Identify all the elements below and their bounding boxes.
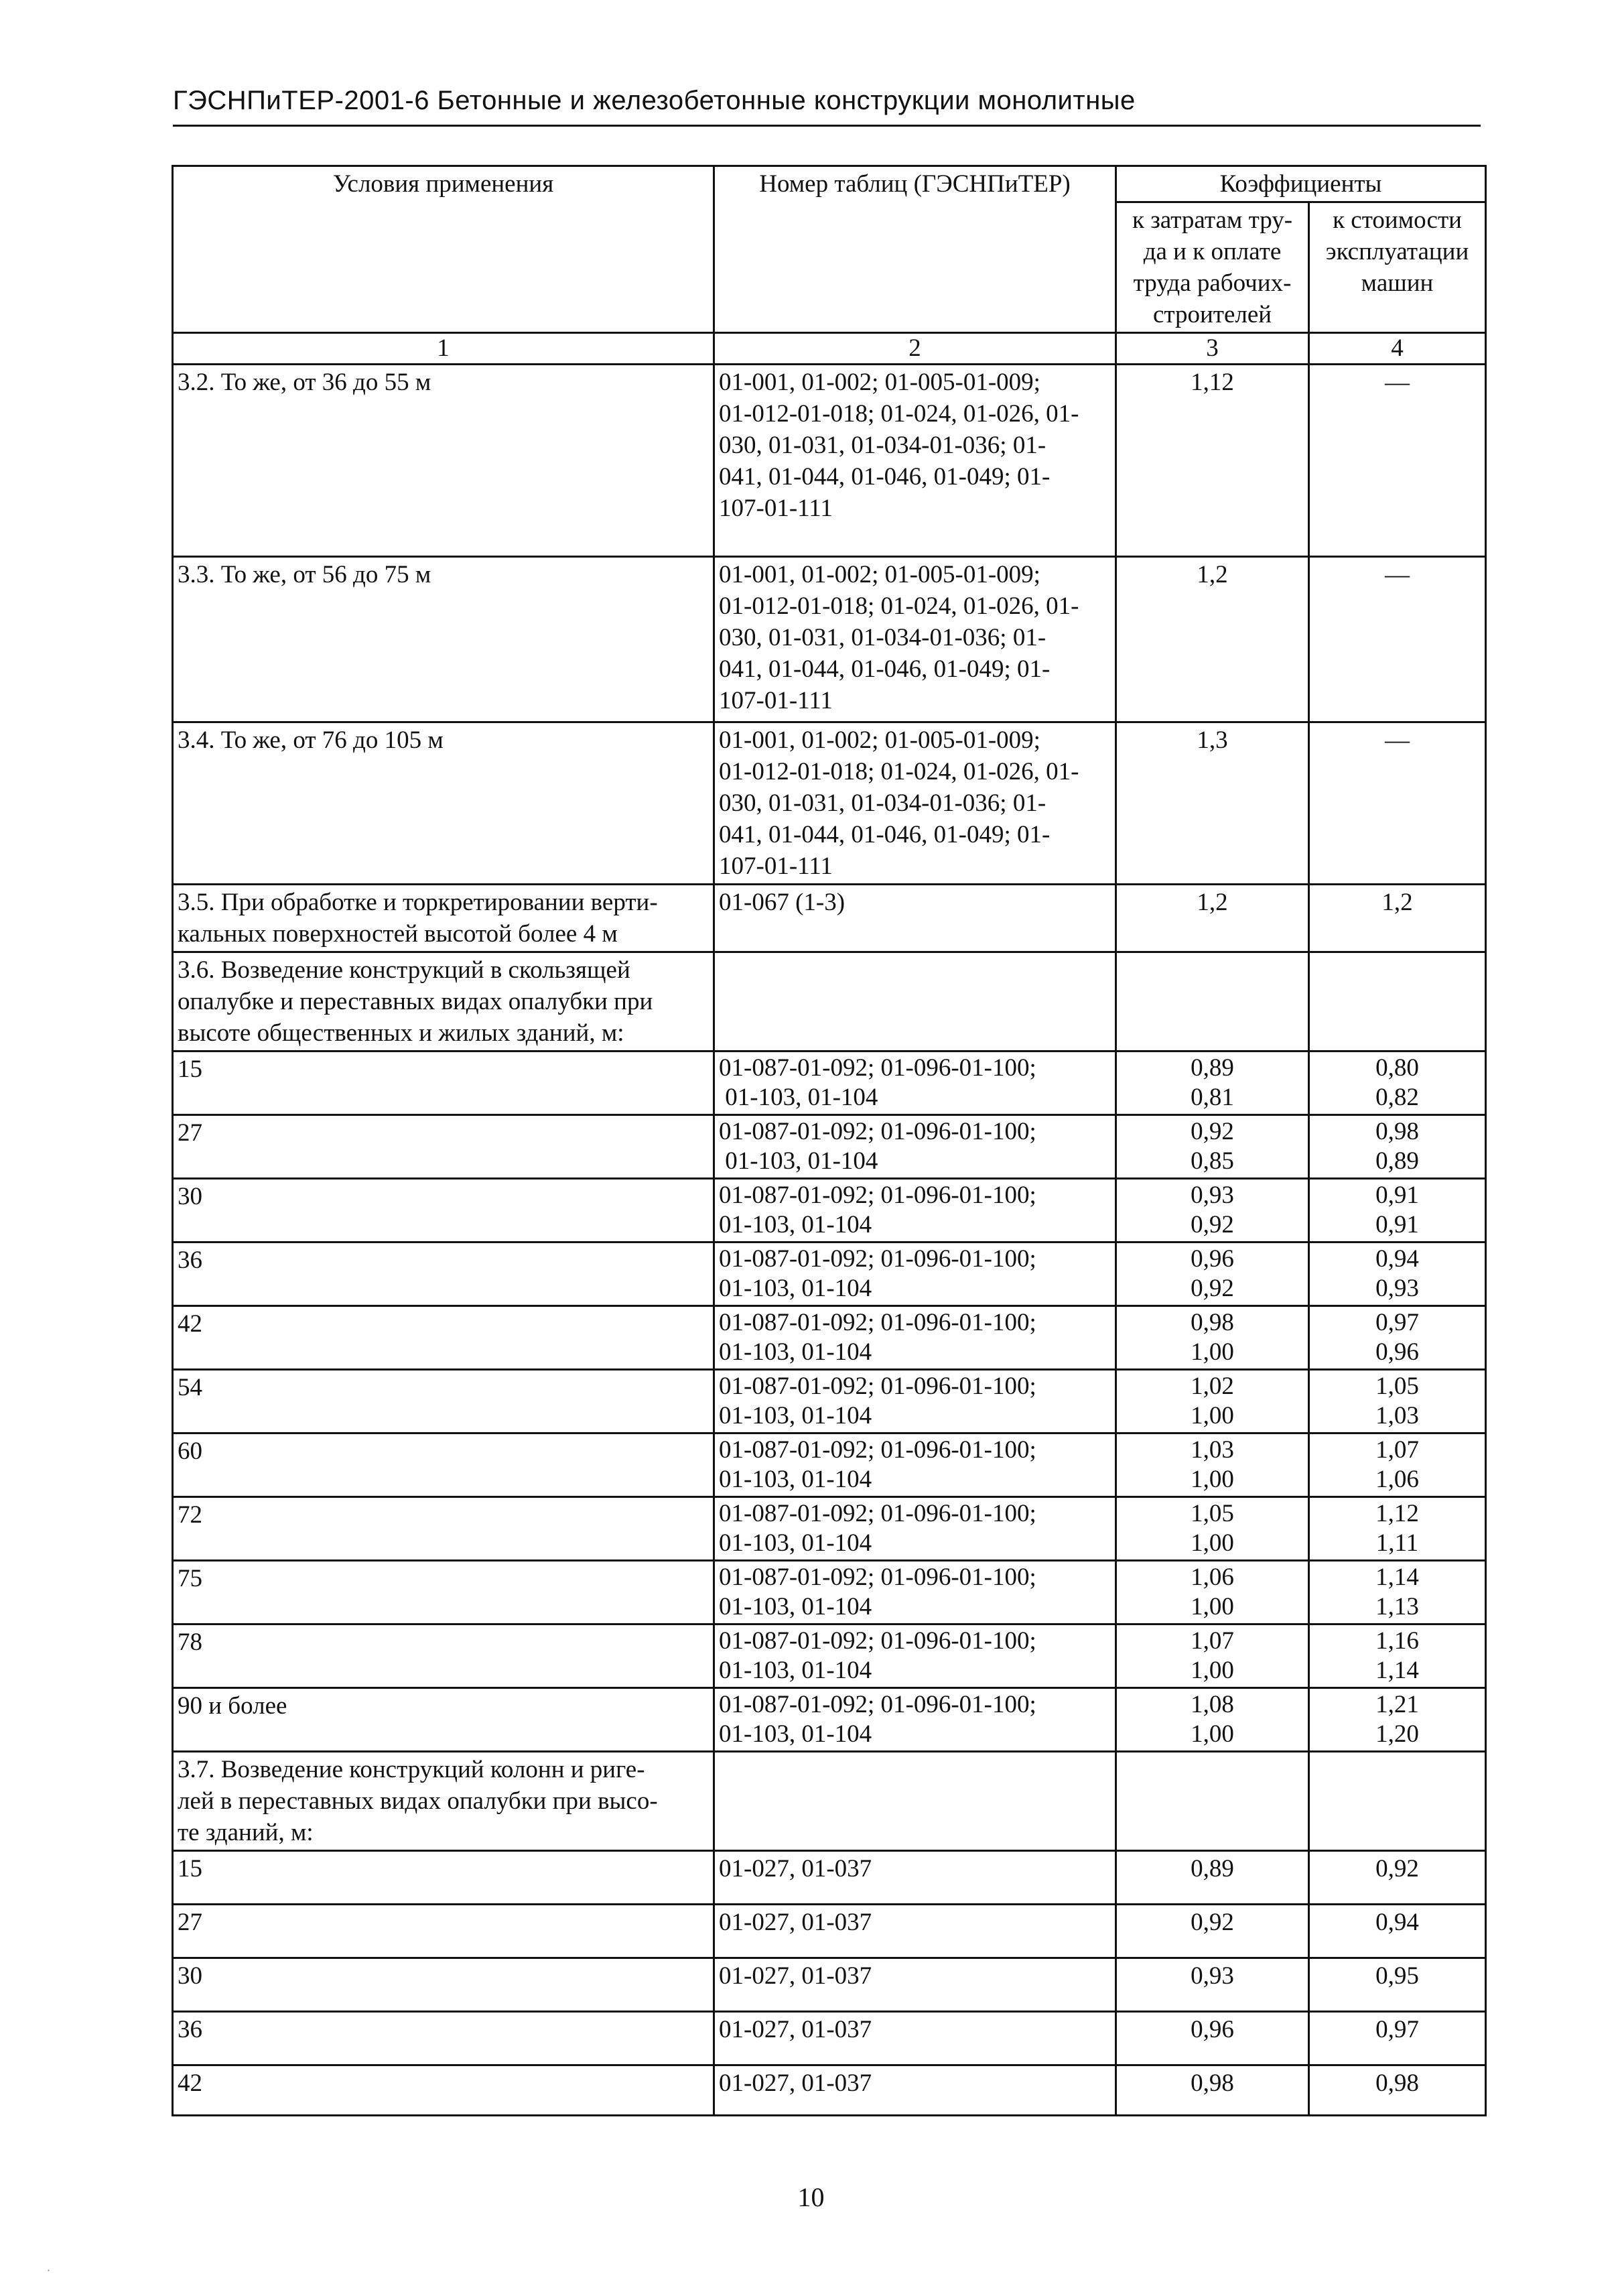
table-row bbox=[173, 365, 1486, 557]
table-row bbox=[173, 1905, 1486, 1958]
labor-coefficient-cell bbox=[1116, 1433, 1309, 1497]
value-line: 1,05 bbox=[1191, 1500, 1234, 1527]
labor-coefficient-cell bbox=[1116, 1179, 1309, 1242]
condition-cell: 15 bbox=[173, 1851, 714, 1905]
condition-cell: 15 bbox=[173, 1051, 714, 1115]
condition-cell: 27 bbox=[173, 1905, 714, 1958]
labor-coefficient-cell: 0,89 bbox=[1116, 1851, 1309, 1905]
value-line: 01-087-01-092; 01-096-01-100; bbox=[719, 1691, 1036, 1718]
labor-coefficient-cell bbox=[1116, 952, 1309, 1051]
table-numbers-cell bbox=[714, 1561, 1116, 1624]
labor-coefficient-cell bbox=[1116, 1370, 1309, 1433]
value-line: 1,00 bbox=[1191, 1529, 1234, 1557]
table-numbers-cell bbox=[714, 1115, 1116, 1179]
value-line: 1,00 bbox=[1191, 1466, 1234, 1493]
condition-cell: 3.5. При обработке и торкретировании верти- кальных поверхностей высотой более 4 м bbox=[173, 885, 714, 952]
value-line: 01-087-01-092; 01-096-01-100; bbox=[719, 1436, 1036, 1464]
machine-coefficient-cell: — bbox=[1309, 557, 1486, 722]
condition-cell: 42 bbox=[173, 1306, 714, 1370]
value-line: 0,92 bbox=[1191, 1275, 1234, 1302]
value-line: 1,07 bbox=[1375, 1436, 1419, 1464]
condition-cell: 36 bbox=[173, 1242, 714, 1306]
table-numbers-cell bbox=[714, 952, 1116, 1051]
table-row bbox=[173, 1306, 1486, 1370]
table-row bbox=[173, 952, 1486, 1051]
condition-cell: 75 bbox=[173, 1561, 714, 1624]
machine-coefficient-cell bbox=[1309, 1688, 1486, 1752]
value-line: 1,05 bbox=[1375, 1373, 1419, 1400]
labor-coefficient-cell: 0,98 bbox=[1116, 2065, 1309, 2116]
value-line: 1,21 bbox=[1375, 1691, 1419, 1718]
machine-coefficient-cell: 1,2 bbox=[1309, 885, 1486, 952]
value-line: 1,00 bbox=[1191, 1338, 1234, 1366]
column-index: 3 bbox=[1116, 333, 1309, 365]
machine-coefficient-cell: 0,98 bbox=[1309, 2065, 1486, 2116]
header-machine-coefficient: к стоимости эксплуатации машин bbox=[1309, 202, 1486, 333]
value-line: 0,96 bbox=[1375, 1338, 1419, 1366]
table-numbers-cell: 01-027, 01-037 bbox=[714, 1905, 1116, 1958]
table-numbers-cell bbox=[714, 1370, 1116, 1433]
labor-coefficient-cell bbox=[1116, 1051, 1309, 1115]
value-line: 1,00 bbox=[1191, 1657, 1234, 1684]
machine-coefficient-cell bbox=[1309, 1306, 1486, 1370]
table-row bbox=[173, 1958, 1486, 2012]
value-line: 01-103, 01-104 bbox=[719, 1720, 872, 1748]
machine-coefficient-cell: — bbox=[1309, 365, 1486, 557]
labor-coefficient-cell: 0,92 bbox=[1116, 1905, 1309, 1958]
condition-cell: 60 bbox=[173, 1433, 714, 1497]
table-numbers-cell bbox=[714, 1433, 1116, 1497]
column-index: 1 bbox=[173, 333, 714, 365]
condition-cell: 3.2. То же, от 36 до 55 м bbox=[173, 365, 714, 557]
machine-coefficient-cell bbox=[1309, 1433, 1486, 1497]
table-numbers-cell bbox=[714, 1051, 1116, 1115]
labor-coefficient-cell: 1,2 bbox=[1116, 885, 1309, 952]
value-line: 0,89 bbox=[1375, 1147, 1419, 1175]
page-header-title: ГЭСНПиТЕР-2001-6 Бетонные и железобетонные конструкции монолитные bbox=[173, 86, 1136, 115]
condition-cell: 90 и более bbox=[173, 1688, 714, 1752]
machine-coefficient-cell bbox=[1309, 1242, 1486, 1306]
condition-cell: 42 bbox=[173, 2065, 714, 2116]
value-line: 0,80 bbox=[1375, 1054, 1419, 1082]
value-line: 1,00 bbox=[1191, 1402, 1234, 1429]
labor-coefficient-cell: 1,12 bbox=[1116, 365, 1309, 557]
value-line: 01-087-01-092; 01-096-01-100; bbox=[719, 1627, 1036, 1655]
condition-cell: 3.4. То же, от 76 до 105 м bbox=[173, 722, 714, 885]
condition-cell: 30 bbox=[173, 1958, 714, 2012]
table-numbers-cell: 01-027, 01-037 bbox=[714, 1851, 1116, 1905]
condition-cell: 3.7. Возведение конструкций колонн и риге- лей в переставных видах опалубки при высо- те зданий, м: bbox=[173, 1752, 714, 1851]
labor-coefficient-cell: 0,93 bbox=[1116, 1958, 1309, 2012]
machine-coefficient-cell: 0,92 bbox=[1309, 1851, 1486, 1905]
value-line: 01-087-01-092; 01-096-01-100; bbox=[719, 1564, 1036, 1591]
value-line: 0,98 bbox=[1375, 1118, 1419, 1145]
table-numbers-cell bbox=[714, 1752, 1116, 1851]
condition-cell: 3.6. Возведение конструкций в скользящей опалубке и переставных видах опалубки при высоте общественных и жилых зданий, м: bbox=[173, 952, 714, 1051]
value-line: 1,00 bbox=[1191, 1593, 1234, 1620]
coefficients-table bbox=[172, 165, 1487, 2116]
table-numbers-cell: 01-001, 01-002; 01-005-01-009; 01-012-01-018; 01-024, 01-026, 01- 030, 01-031, 01-034-01-036; 01- 041, 01-044, 01-046, 01-049; 01- 107-01-111 bbox=[714, 557, 1116, 722]
labor-coefficient-cell bbox=[1116, 1497, 1309, 1561]
value-line: 0,97 bbox=[1375, 1309, 1419, 1336]
table-numbers-cell bbox=[714, 1179, 1116, 1242]
scan-mark: . bbox=[47, 2260, 50, 2275]
value-line: 1,13 bbox=[1375, 1593, 1419, 1620]
column-index-row bbox=[173, 333, 1486, 365]
table-numbers-cell: 01-001, 01-002; 01-005-01-009; 01-012-01-018; 01-024, 01-026, 01- 030, 01-031, 01-034-01-036; 01- 041, 01-044, 01-046, 01-049; 01- 107-01-111 bbox=[714, 365, 1116, 557]
value-line: 1,16 bbox=[1375, 1627, 1419, 1655]
table-numbers-cell: 01-027, 01-037 bbox=[714, 2065, 1116, 2116]
machine-coefficient-cell bbox=[1309, 1624, 1486, 1688]
value-line: 1,06 bbox=[1375, 1466, 1419, 1493]
table-row bbox=[173, 1752, 1486, 1851]
table-row bbox=[173, 1497, 1486, 1561]
condition-cell: 30 bbox=[173, 1179, 714, 1242]
machine-coefficient-cell: 0,94 bbox=[1309, 1905, 1486, 1958]
value-line: 1,14 bbox=[1375, 1564, 1419, 1591]
condition-cell: 3.3. То же, от 56 до 75 м bbox=[173, 557, 714, 722]
table-row bbox=[173, 1115, 1486, 1179]
table-numbers-cell bbox=[714, 1688, 1116, 1752]
machine-coefficient-cell bbox=[1309, 1497, 1486, 1561]
table-numbers-cell bbox=[714, 1306, 1116, 1370]
value-line: 01-103, 01-104 bbox=[719, 1529, 872, 1557]
value-line: 01-103, 01-104 bbox=[719, 1657, 872, 1684]
value-line: 01-103, 01-104 bbox=[719, 1402, 872, 1429]
table-row bbox=[173, 722, 1486, 885]
table-row bbox=[173, 1561, 1486, 1624]
condition-cell: 27 bbox=[173, 1115, 714, 1179]
page-number: 10 bbox=[797, 2182, 825, 2212]
value-line: 01-087-01-092; 01-096-01-100; bbox=[719, 1500, 1036, 1527]
value-line: 0,93 bbox=[1191, 1182, 1234, 1209]
condition-cell: 36 bbox=[173, 2012, 714, 2065]
condition-cell: 78 bbox=[173, 1624, 714, 1688]
machine-coefficient-cell: — bbox=[1309, 722, 1486, 885]
value-line: 1,08 bbox=[1191, 1691, 1234, 1718]
table-row bbox=[173, 2012, 1486, 2065]
table-row bbox=[173, 1370, 1486, 1433]
value-line: 0,81 bbox=[1191, 1084, 1234, 1111]
labor-coefficient-cell bbox=[1116, 1688, 1309, 1752]
condition-cell: 54 bbox=[173, 1370, 714, 1433]
value-line: 0,82 bbox=[1375, 1084, 1419, 1111]
labor-coefficient-cell bbox=[1116, 1115, 1309, 1179]
value-line: 01-103, 01-104 bbox=[719, 1084, 878, 1111]
value-line: 01-087-01-092; 01-096-01-100; bbox=[719, 1182, 1036, 1209]
labor-coefficient-cell bbox=[1116, 1242, 1309, 1306]
value-line: 1,07 bbox=[1191, 1627, 1234, 1655]
header-labor-coefficient: к затратам тру- да и к оплате труда рабочих- строителей bbox=[1116, 202, 1309, 333]
table-row bbox=[173, 2065, 1486, 2116]
value-line: 0,92 bbox=[1191, 1118, 1234, 1145]
value-line: 0,89 bbox=[1191, 1054, 1234, 1082]
labor-coefficient-cell bbox=[1116, 1561, 1309, 1624]
value-line: 1,06 bbox=[1191, 1564, 1234, 1591]
value-line: 01-103, 01-104 bbox=[719, 1593, 872, 1620]
value-line: 01-103, 01-104 bbox=[719, 1147, 878, 1175]
value-line: 0,96 bbox=[1191, 1245, 1234, 1273]
value-line: 1,03 bbox=[1375, 1402, 1419, 1429]
labor-coefficient-cell: 1,2 bbox=[1116, 557, 1309, 722]
value-line: 01-103, 01-104 bbox=[719, 1211, 872, 1238]
value-line: 0,92 bbox=[1191, 1211, 1234, 1238]
labor-coefficient-cell: 1,3 bbox=[1116, 722, 1309, 885]
value-line: 1,14 bbox=[1375, 1657, 1419, 1684]
value-line: 0,91 bbox=[1375, 1211, 1419, 1238]
value-line: 01-103, 01-104 bbox=[719, 1466, 872, 1493]
value-line: 1,03 bbox=[1191, 1436, 1234, 1464]
value-line: 0,85 bbox=[1191, 1147, 1234, 1175]
value-line: 01-103, 01-104 bbox=[719, 1275, 872, 1302]
header-conditions: Условия применения bbox=[173, 166, 714, 333]
value-line: 0,94 bbox=[1375, 1245, 1419, 1273]
labor-coefficient-cell bbox=[1116, 1306, 1309, 1370]
table-row bbox=[173, 1688, 1486, 1752]
value-line: 0,93 bbox=[1375, 1275, 1419, 1302]
machine-coefficient-cell bbox=[1309, 1179, 1486, 1242]
table-row bbox=[173, 1242, 1486, 1306]
labor-coefficient-cell bbox=[1116, 1752, 1309, 1851]
column-index: 2 bbox=[714, 333, 1116, 365]
machine-coefficient-cell bbox=[1309, 1370, 1486, 1433]
machine-coefficient-cell bbox=[1309, 1752, 1486, 1851]
header-table-numbers: Номер таблиц (ГЭСНПиТЕР) bbox=[714, 166, 1116, 333]
value-line: 1,12 bbox=[1375, 1500, 1419, 1527]
table-header-row bbox=[173, 166, 1486, 202]
value-line: 0,98 bbox=[1191, 1309, 1234, 1336]
labor-coefficient-cell bbox=[1116, 1624, 1309, 1688]
table-row bbox=[173, 885, 1486, 952]
table-numbers-cell: 01-001, 01-002; 01-005-01-009; 01-012-01-018; 01-024, 01-026, 01- 030, 01-031, 01-034-01-036; 01- 041, 01-044, 01-046, 01-049; 01- 107-01-111 bbox=[714, 722, 1116, 885]
table-numbers-cell: 01-027, 01-037 bbox=[714, 2012, 1116, 2065]
header-coefficients: Коэффициенты bbox=[1116, 166, 1486, 202]
machine-coefficient-cell: 0,97 bbox=[1309, 2012, 1486, 2065]
value-line: 01-087-01-092; 01-096-01-100; bbox=[719, 1245, 1036, 1273]
table-row bbox=[173, 1051, 1486, 1115]
table-row bbox=[173, 1851, 1486, 1905]
value-line: 1,20 bbox=[1375, 1720, 1419, 1748]
table-row bbox=[173, 557, 1486, 722]
value-line: 01-087-01-092; 01-096-01-100; bbox=[719, 1309, 1036, 1336]
table-numbers-cell: 01-067 (1-3) bbox=[714, 885, 1116, 952]
value-line: 0,91 bbox=[1375, 1182, 1419, 1209]
value-line: 1,11 bbox=[1375, 1529, 1419, 1557]
labor-coefficient-cell: 0,96 bbox=[1116, 2012, 1309, 2065]
condition-cell: 72 bbox=[173, 1497, 714, 1561]
value-line: 1,02 bbox=[1191, 1373, 1234, 1400]
table-row bbox=[173, 1624, 1486, 1688]
value-line: 01-087-01-092; 01-096-01-100; bbox=[719, 1373, 1036, 1400]
table-row bbox=[173, 1179, 1486, 1242]
value-line: 01-087-01-092; 01-096-01-100; bbox=[719, 1054, 1036, 1082]
header-rule bbox=[173, 125, 1481, 127]
table-numbers-cell bbox=[714, 1497, 1116, 1561]
value-line: 1,00 bbox=[1191, 1720, 1234, 1748]
machine-coefficient-cell bbox=[1309, 952, 1486, 1051]
table-numbers-cell: 01-027, 01-037 bbox=[714, 1958, 1116, 2012]
machine-coefficient-cell: 0,95 bbox=[1309, 1958, 1486, 2012]
column-index: 4 bbox=[1309, 333, 1486, 365]
value-line: 01-087-01-092; 01-096-01-100; bbox=[719, 1118, 1036, 1145]
value-line: 01-103, 01-104 bbox=[719, 1338, 872, 1366]
table-row bbox=[173, 1433, 1486, 1497]
table-numbers-cell bbox=[714, 1624, 1116, 1688]
table-numbers-cell bbox=[714, 1242, 1116, 1306]
machine-coefficient-cell bbox=[1309, 1115, 1486, 1179]
machine-coefficient-cell bbox=[1309, 1051, 1486, 1115]
machine-coefficient-cell bbox=[1309, 1561, 1486, 1624]
